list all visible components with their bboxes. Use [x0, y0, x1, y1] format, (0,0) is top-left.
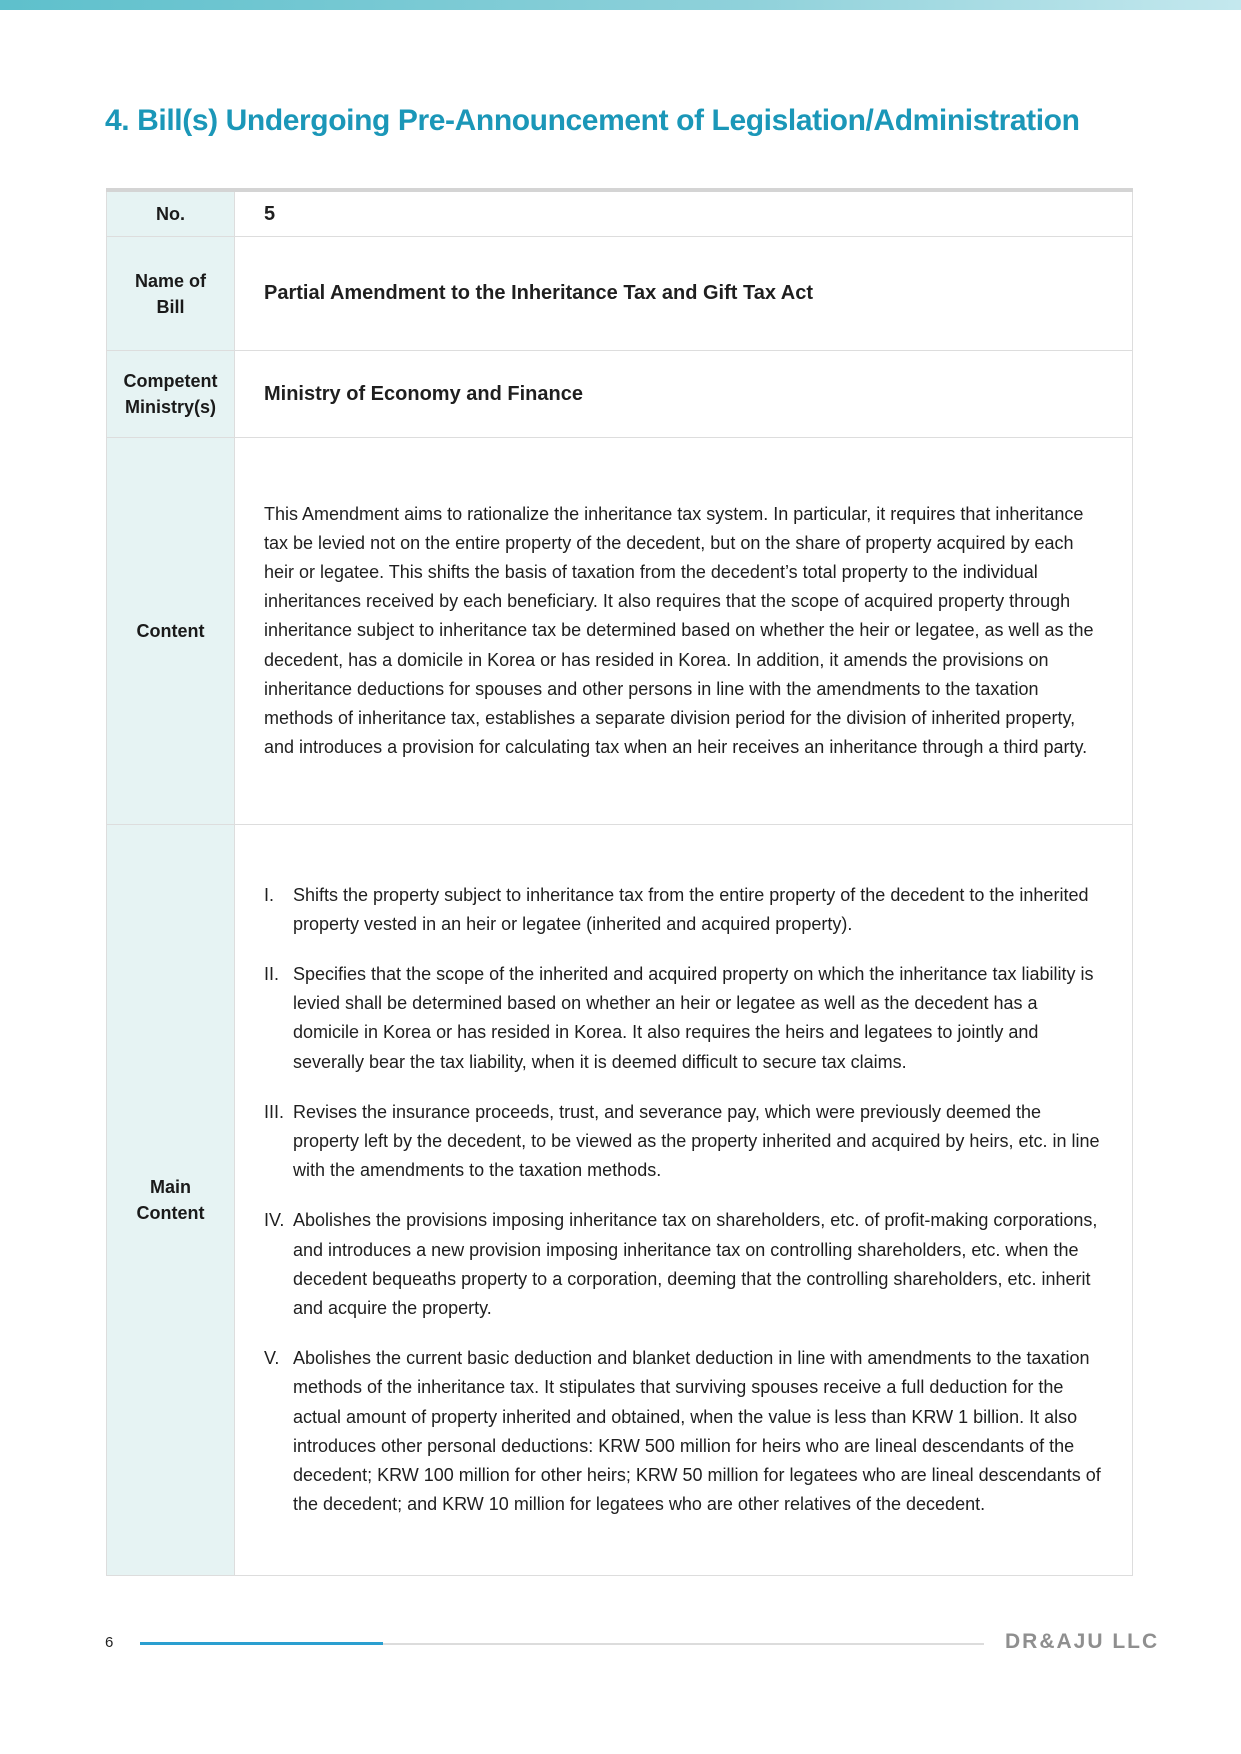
- table-row-content: [107, 438, 1133, 825]
- label-content: Content: [107, 438, 235, 825]
- label-competent-ministry: Competent Ministry(s): [107, 351, 235, 438]
- section-heading: 4. Bill(s) Undergoing Pre-Announcement of Legislation/Administration: [105, 104, 1080, 137]
- label-name-of-bill: Name of Bill: [107, 237, 235, 351]
- value-main-content-cell: [235, 825, 1133, 1576]
- list-item-text: Shifts the property subject to inheritance tax from the entire property of the decedent to the inherited property vested in an heir or legatee (inherited and acquired property).: [293, 884, 1089, 934]
- list-item-number: III.: [264, 1101, 285, 1122]
- list-item: [264, 1344, 1106, 1519]
- list-item-text: Abolishes the current basic deduction and blanket deduction in line with amendments to the taxation methods of the inheritance tax. It stipulates that surviving spouses receive a full deduction for the actual amount of property inherited and obtained, when the value is less than KRW 1 billion. It also introduces other personal deductions: KRW 500 million for heirs who are lineal descendants of the decedent; KRW 100 million for other heirs; KRW 50 million for legatees who are lineal descendants of the decedent; and KRW 10 million for legatees who are other relatives of the decedent.: [293, 1348, 1101, 1515]
- list-item: [264, 960, 1106, 1077]
- list-item: [264, 1098, 1106, 1186]
- main-content-list: [264, 881, 1106, 1520]
- content-paragraph: This Amendment aims to rationalize the inheritance tax system. In particular, it requires that inheritance tax be levied not on the entire property of the decedent, but on the share of property acquired by each heir or legatee. This shifts the basis of taxation from the decedent’s total property to the individual inheritances received by each beneficiary. It also requires that the scope of acquired property through inheritance subject to inheritance tax be determined based on whether the heir or legatee, as well as the decedent, has a domicile in Korea or has resided in Korea. In addition, it amends the provisions on inheritance deductions for spouses and other persons in line with the amendments to the taxation methods of inheritance tax, establishes a separate division period for the division of inherited property, and introduces a provision for calculating tax when an heir receives an inheritance through a third party.: [264, 503, 1094, 758]
- page-number: 6: [105, 1634, 114, 1651]
- list-item-number: II.: [264, 963, 280, 984]
- list-item: [264, 881, 1106, 939]
- table-row-ministry: [107, 351, 1133, 438]
- list-item-number: I.: [264, 884, 275, 905]
- value-content-cell: [235, 438, 1133, 825]
- list-item-number: V.: [264, 1348, 280, 1369]
- list-item-text: Specifies that the scope of the inherited and acquired property on which the inheritance tax liability is levied shall be determined based on whether an heir or legatee as well as the decedent has a domicile in Korea or has resided in Korea. It also requires the heirs and legatees to jointly and severally bear the tax liability, when it is deemed difficult to secure tax claims.: [293, 963, 1094, 1072]
- value-ministry: Ministry of Economy and Finance: [235, 351, 1133, 438]
- list-item-text: Abolishes the provisions imposing inheritance tax on shareholders, etc. of profit-making corporations, and introduces a new provision imposing inheritance tax on controlling shareholders, etc. when the decedent bequeaths property to a corporation, deeming that the controlling shareholders, etc. inherit and acquire the property.: [293, 1210, 1098, 1318]
- table-row-no: [107, 190, 1133, 237]
- table-row-name: [107, 237, 1133, 351]
- value-no: 5: [235, 190, 1133, 237]
- list-item-number: IV.: [264, 1210, 285, 1231]
- value-bill-name: Partial Amendment to the Inheritance Tax and Gift Tax Act: [235, 237, 1133, 351]
- table-row-main-content: [107, 825, 1133, 1576]
- list-item: [264, 1206, 1106, 1323]
- top-accent-band: [0, 0, 1241, 10]
- brand-logo: DR&AJU LLC: [1005, 1630, 1160, 1653]
- footer-divider-accent: [140, 1642, 383, 1645]
- label-main-content: Main Content: [107, 825, 235, 1576]
- bill-info-table: [106, 188, 1133, 1576]
- list-item-text: Revises the insurance proceeds, trust, and severance pay, which were previously deemed the property left by the decedent, to be viewed as the property inherited and acquired by heirs, etc. in line with the amendments to the taxation methods.: [293, 1101, 1100, 1181]
- label-no: No.: [107, 190, 235, 237]
